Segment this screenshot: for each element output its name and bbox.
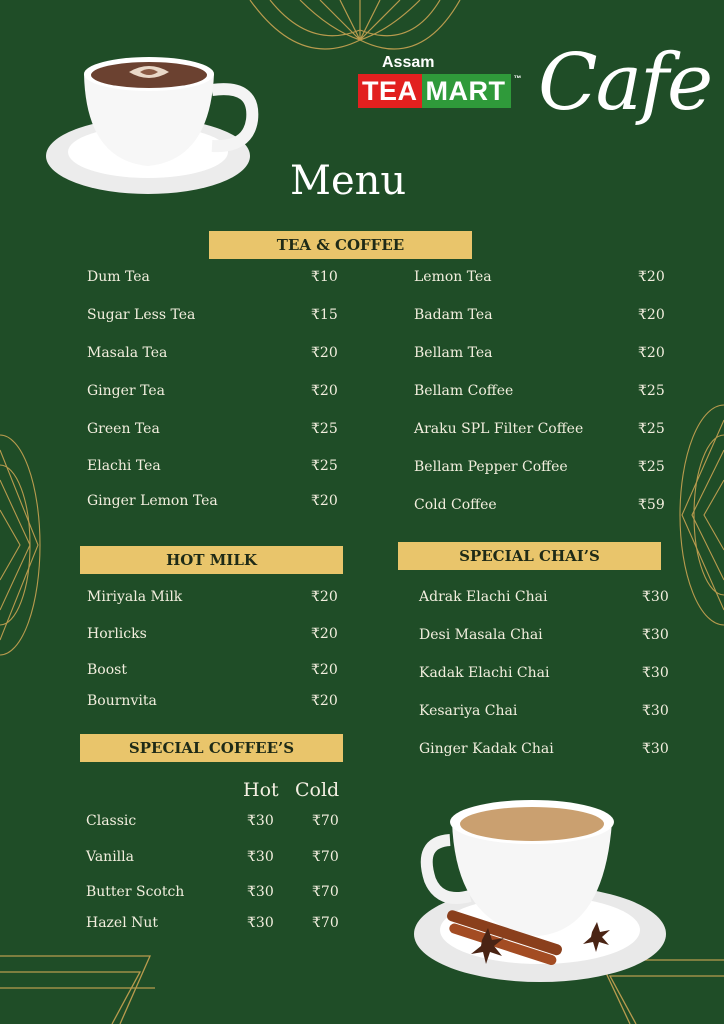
menu-item-name: Green Tea — [87, 421, 160, 437]
menu-item-name: Badam Tea — [414, 307, 493, 323]
coffee-item-hot-price: ₹30 — [247, 884, 274, 900]
menu-item-name: Boost — [87, 662, 127, 678]
menu-item-price: ₹20 — [311, 493, 338, 509]
brand-tea: TEA — [358, 74, 422, 108]
coffee-item-cold-price: ₹70 — [312, 884, 339, 900]
menu-item-price: ₹20 — [311, 626, 338, 642]
brand-logo — [358, 38, 718, 164]
brand-teamart — [358, 74, 522, 108]
brand-cafe: Cafe — [538, 38, 712, 128]
menu-item-price: ₹20 — [638, 269, 665, 285]
coffee-item-cold-price: ₹70 — [312, 813, 339, 829]
menu-item-name: Ginger Lemon Tea — [87, 493, 218, 509]
coffee-item-cold-price: ₹70 — [312, 915, 339, 931]
menu-item-name: Kesariya Chai — [419, 703, 518, 719]
menu-item-name: Desi Masala Chai — [419, 627, 543, 643]
menu-item-name: Sugar Less Tea — [87, 307, 196, 323]
brand-assam: Assam — [382, 54, 435, 71]
menu-item-price: ₹25 — [311, 421, 338, 437]
menu-item-price: ₹25 — [638, 383, 665, 399]
menu-item-name: Ginger Kadak Chai — [419, 741, 554, 757]
menu-item-price: ₹30 — [642, 665, 669, 681]
menu-item-name: Bellam Coffee — [414, 383, 514, 399]
menu-item-name: Miriyala Milk — [87, 589, 183, 605]
menu-item-name: Bellam Tea — [414, 345, 493, 361]
menu-item-price: ₹20 — [311, 693, 338, 709]
coffee-item-name: Hazel Nut — [86, 915, 159, 931]
coffee-item-name: Butter Scotch — [86, 884, 185, 900]
coffee-item-hot-price: ₹30 — [247, 849, 274, 865]
brand-mart: MART — [422, 74, 512, 108]
top-line-art-icon — [240, 0, 470, 60]
menu-item-name: Cold Coffee — [414, 497, 497, 513]
section-heading-special-chai: SPECIAL CHAI’S — [398, 542, 661, 570]
right-line-art-icon — [672, 400, 724, 630]
menu-item-price: ₹30 — [642, 589, 669, 605]
menu-item-price: ₹30 — [642, 703, 669, 719]
menu-item-price: ₹20 — [311, 383, 338, 399]
menu-item-name: Masala Tea — [87, 345, 168, 361]
menu-item-price: ₹15 — [311, 307, 338, 323]
coffee-item-name: Classic — [86, 813, 137, 829]
menu-item-name: Dum Tea — [87, 269, 150, 285]
menu-item-price: ₹20 — [311, 662, 338, 678]
latte-cup-icon — [44, 50, 260, 200]
menu-item-name: Horlicks — [87, 626, 147, 642]
menu-item-price: ₹59 — [638, 497, 665, 513]
menu-item-price: ₹20 — [311, 589, 338, 605]
menu-item-price: ₹25 — [638, 421, 665, 437]
menu-item-price: ₹20 — [311, 345, 338, 361]
page-title: Menu — [290, 158, 407, 204]
menu-item-price: ₹20 — [638, 307, 665, 323]
left-line-art-icon — [0, 430, 50, 660]
coffee-item-name: Vanilla — [86, 849, 134, 865]
column-heading-cold: Cold — [295, 779, 340, 801]
menu-item-price: ₹30 — [642, 741, 669, 757]
coffee-item-hot-price: ₹30 — [247, 813, 274, 829]
menu-item-price: ₹20 — [638, 345, 665, 361]
menu-item-name: Lemon Tea — [414, 269, 492, 285]
menu-item-name: Elachi Tea — [87, 458, 161, 474]
section-heading-special-coffee: SPECIAL COFFEE’S — [80, 734, 343, 762]
menu-item-name: Ginger Tea — [87, 383, 165, 399]
section-heading-tea-coffee: TEA & COFFEE — [209, 231, 472, 259]
column-heading-hot: Hot — [243, 779, 279, 801]
menu-item-price: ₹30 — [642, 627, 669, 643]
brand-trademark: ™ — [513, 74, 522, 83]
coffee-item-cold-price: ₹70 — [312, 849, 339, 865]
menu-item-price: ₹25 — [311, 458, 338, 474]
menu-item-name: Bellam Pepper Coffee — [414, 459, 568, 475]
menu-item-name: Araku SPL Filter Coffee — [414, 421, 584, 437]
menu-item-price: ₹25 — [638, 459, 665, 475]
menu-item-price: ₹10 — [311, 269, 338, 285]
coffee-item-hot-price: ₹30 — [247, 915, 274, 931]
menu-item-name: Bournvita — [87, 693, 157, 709]
menu-item-name: Kadak Elachi Chai — [419, 665, 550, 681]
section-heading-hot-milk: HOT MILK — [80, 546, 343, 574]
menu-item-name: Adrak Elachi Chai — [419, 589, 548, 605]
bottom-left-line-art-icon — [0, 950, 170, 1024]
chai-cup-icon — [412, 792, 668, 988]
